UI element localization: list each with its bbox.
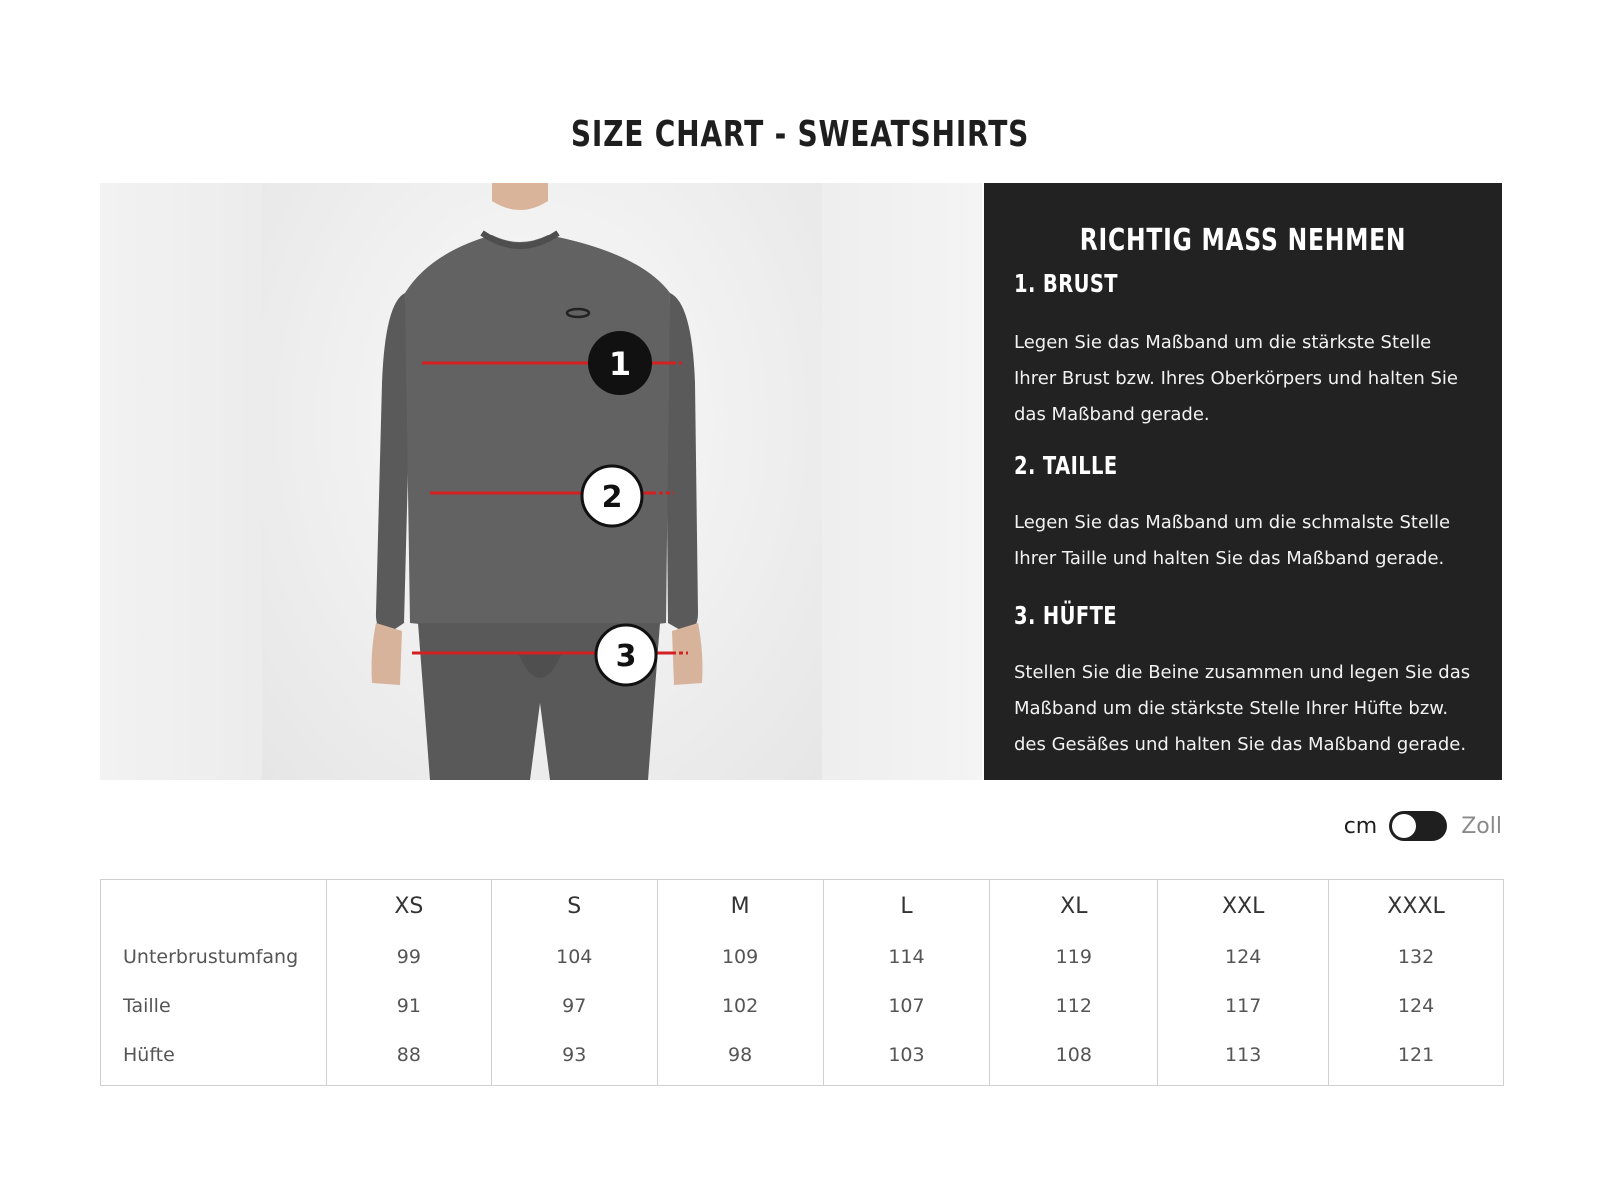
text-line: Ihrer Taille und halten Sie das Maßband gerade.	[1014, 548, 1445, 569]
table-cell: 109	[657, 932, 823, 981]
header-size-l: L	[823, 880, 990, 933]
table-cell: 98	[657, 1030, 823, 1086]
marker-2	[582, 466, 642, 526]
neck	[492, 183, 548, 210]
header-size-xl: XL	[990, 880, 1158, 933]
unit-label-cm[interactable]: cm	[1343, 813, 1378, 839]
instructions-panel	[984, 183, 1502, 780]
unit-label-zoll[interactable]: Zoll	[1461, 813, 1502, 839]
header-size-s: S	[491, 880, 657, 933]
right-sleeve	[666, 293, 698, 631]
marker-3-label: 3	[615, 639, 637, 674]
instructions-title: RICHTIG MASS NEHMEN	[1079, 223, 1407, 258]
table-cell: 114	[823, 932, 990, 981]
section-text-waist	[1014, 505, 1480, 577]
text-line: Stellen Sie die Beine zusammen und legen Sie das	[1014, 662, 1471, 683]
row-label: Hüfte	[101, 1030, 327, 1086]
text-line: Ihrer Brust bzw. Ihres Oberkörpers und halten Sie	[1014, 368, 1458, 389]
table-cell: 108	[990, 1030, 1158, 1086]
table-row	[101, 932, 1504, 981]
table-cell: 121	[1329, 1030, 1504, 1086]
table-cell: 119	[990, 932, 1158, 981]
table-cell: 132	[1329, 932, 1504, 981]
size-table	[100, 879, 1504, 1086]
text-line: Legen Sie das Maßband um die stärkste Stelle	[1014, 332, 1432, 353]
table-cell: 93	[491, 1030, 657, 1086]
text-line: Maßband um die stärkste Stelle Ihrer Hüfte bzw.	[1014, 698, 1449, 719]
left-hand	[372, 623, 403, 685]
row-label: Taille	[101, 981, 327, 1030]
table-cell: 112	[990, 981, 1158, 1030]
header-size-m: M	[657, 880, 823, 933]
section-heading-waist: 2. TAILLE	[1014, 451, 1118, 480]
table-cell: 107	[823, 981, 990, 1030]
marker-1	[588, 331, 652, 395]
table-cell: 113	[1158, 1030, 1329, 1086]
table-cell: 88	[326, 1030, 491, 1086]
table-cell: 117	[1158, 981, 1329, 1030]
table-cell: 124	[1329, 981, 1504, 1030]
table-cell: 99	[326, 932, 491, 981]
header-size-xxl: XXL	[1158, 880, 1329, 933]
header-empty	[101, 880, 327, 933]
row-label: Unterbrustumfang	[101, 932, 327, 981]
model-figure	[100, 183, 982, 780]
table-cell: 97	[491, 981, 657, 1030]
page-title: SIZE CHART - SWEATSHIRTS	[570, 114, 1030, 155]
model-illustration	[100, 183, 982, 780]
table-cell: 103	[823, 1030, 990, 1086]
marker-2-label: 2	[601, 480, 623, 515]
text-line: des Gesäßes und halten Sie das Maßband gerade.	[1014, 734, 1467, 755]
section-heading-hip: 3. HÜFTE	[1014, 601, 1117, 630]
header-size-xxxl: XXXL	[1329, 880, 1504, 933]
table-cell: 124	[1158, 932, 1329, 981]
unit-toggle[interactable]	[1344, 808, 1502, 844]
table-header-row	[101, 880, 1504, 933]
table-cell: 104	[491, 932, 657, 981]
section-text-hip	[1014, 655, 1480, 763]
marker-3	[596, 625, 656, 685]
shirt-torso	[405, 235, 670, 631]
left-sleeve	[376, 293, 410, 631]
text-line: Legen Sie das Maßband um die schmalste Stelle	[1014, 512, 1451, 533]
section-text-chest	[1014, 325, 1480, 433]
header-size-xs: XS	[326, 880, 491, 933]
table-cell: 91	[326, 981, 491, 1030]
unit-switch[interactable]	[1389, 811, 1447, 841]
unit-switch-knob[interactable]	[1392, 814, 1416, 838]
marker-1-label: 1	[608, 345, 632, 383]
section-heading-chest: 1. BRUST	[1014, 269, 1118, 298]
table-cell: 102	[657, 981, 823, 1030]
table-row	[101, 1030, 1504, 1086]
text-line: das Maßband gerade.	[1014, 404, 1210, 425]
table-row	[101, 981, 1504, 1030]
